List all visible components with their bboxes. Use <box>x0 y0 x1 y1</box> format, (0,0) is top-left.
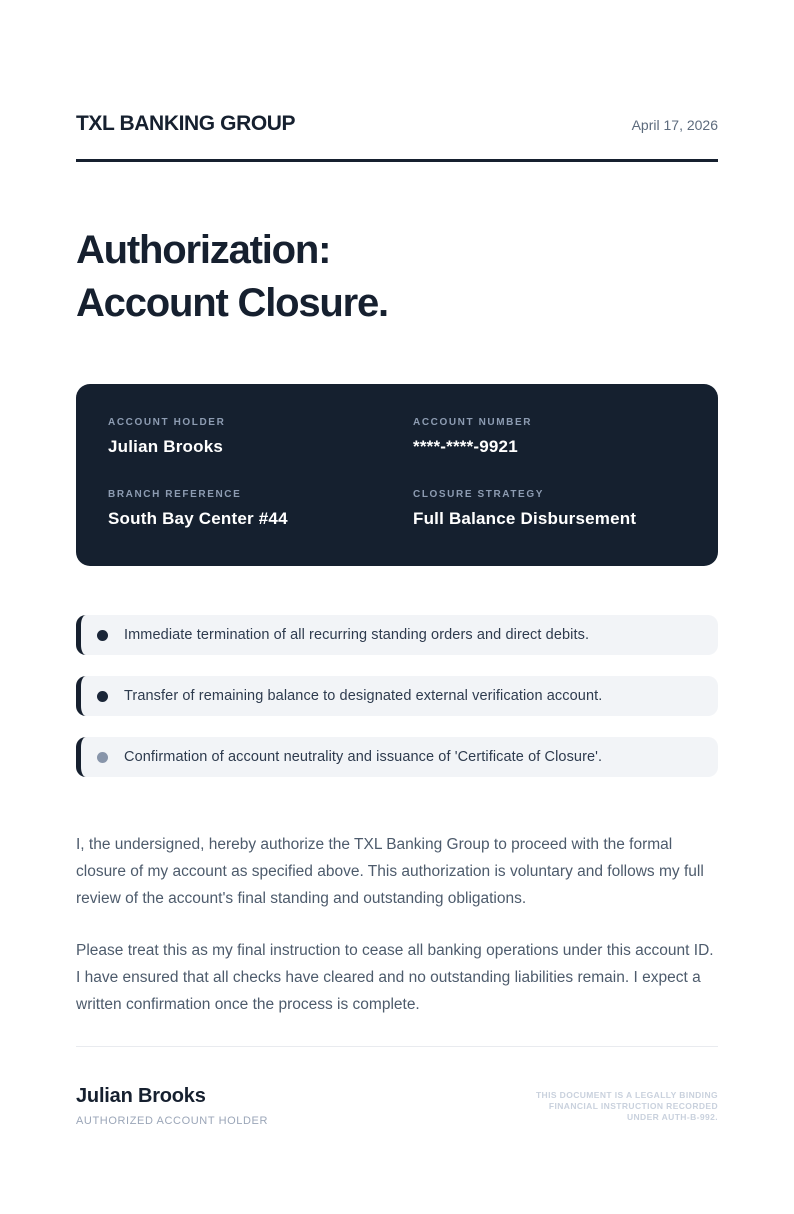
field-account-number <box>397 417 686 457</box>
page-title-line2: Account Closure. <box>76 281 388 325</box>
bank-brand-name: TXL BANKING GROUP <box>76 112 296 135</box>
field-value: Julian Brooks <box>108 437 224 456</box>
bullet-dot-icon <box>97 691 108 702</box>
signature-section <box>76 1046 718 1127</box>
bullet-dot-icon <box>97 752 108 763</box>
list-item-text: Immediate termination of all recurring standing orders and direct debits. <box>124 627 590 643</box>
authorization-paragraph-2: Please treat this as my final instruction to cease all banking operations under this account ID. I have ensured that all checks have cleared and no outstanding liabilities remain. I expect a written confirmation once the process is complete. <box>76 942 714 1013</box>
directive-list <box>76 615 718 777</box>
field-account-holder <box>108 417 397 457</box>
field-label: ACCOUNT NUMBER <box>413 417 533 428</box>
header-divider <box>76 159 718 162</box>
list-item <box>76 676 718 716</box>
legal-disclaimer: THIS DOCUMENT IS A LEGALLY BINDING FINANCIAL INSTRUCTION RECORDED UNDER AUTH-B-992. <box>535 1090 718 1122</box>
document-date: April 17, 2026 <box>631 117 718 133</box>
field-label: CLOSURE STRATEGY <box>413 489 544 500</box>
field-label: BRANCH REFERENCE <box>108 489 242 500</box>
masthead <box>76 112 718 136</box>
authorization-paragraph-1: I, the undersigned, hereby authorize the TXL Banking Group to proceed with the formal closure of my account as specified above. This authorization is voluntary and follows my full review of the account's final standing and outstanding obligations. <box>76 836 704 907</box>
field-branch-reference <box>108 489 397 529</box>
authorization-body <box>76 831 718 1018</box>
list-item-text: Confirmation of account neutrality and issuance of 'Certificate of Closure'. <box>124 749 603 765</box>
signatory-role: AUTHORIZED ACCOUNT HOLDER <box>76 1115 269 1127</box>
page-title <box>76 224 718 330</box>
list-item <box>76 615 718 655</box>
field-closure-strategy <box>397 489 686 529</box>
field-value: ****-****-9921 <box>413 437 518 456</box>
page-title-line1: Authorization: <box>76 228 331 272</box>
field-value: Full Balance Disbursement <box>413 509 637 528</box>
signatory <box>76 1085 268 1127</box>
field-label: ACCOUNT HOLDER <box>108 417 226 428</box>
list-item-text: Transfer of remaining balance to designated external verification account. <box>124 688 603 704</box>
bullet-dot-icon <box>97 630 108 641</box>
account-details-card <box>76 384 718 566</box>
field-value: South Bay Center #44 <box>108 509 288 528</box>
list-item <box>76 737 718 777</box>
signatory-name: Julian Brooks <box>76 1085 206 1107</box>
